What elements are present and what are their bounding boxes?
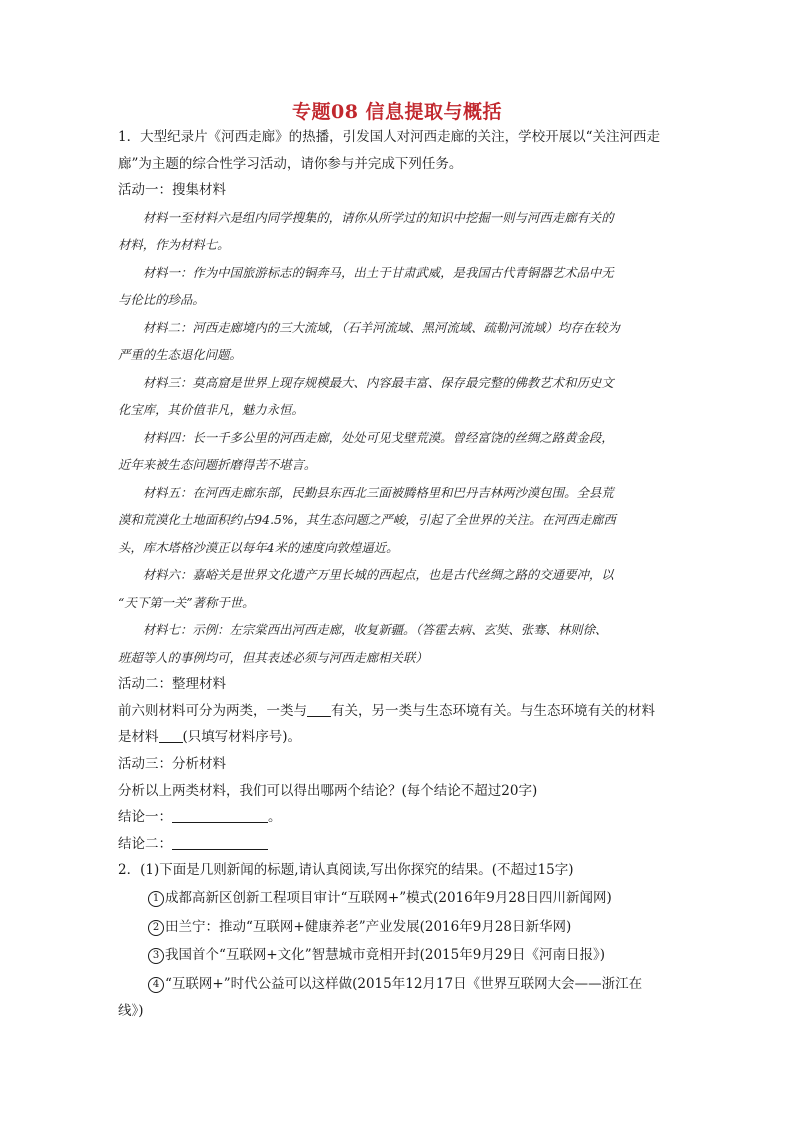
activity-heading: 活动一：搜集材料 [118, 182, 226, 199]
number-circle-icon: 1 [148, 891, 164, 907]
material-line: 材料七：示例：左宗棠西出河西走廊，收复新疆。（答霍去病、玄奘、张骞、林则徐、 [142, 622, 608, 638]
conclusion-label: 结论二： [118, 835, 172, 852]
news-item-continuation: 线》) [118, 1003, 144, 1020]
material-line: 化宝库，其价值非凡，魅力永恒。 [118, 402, 304, 418]
fill-text: 前六则材料可分为两类，一类与 [118, 702, 307, 719]
news-item [118, 884, 678, 913]
material-line: 材料五：在河西走廊东部，民勤县东西北三面被腾格里和巴丹吉林两沙漠包围。全县荒 [142, 484, 614, 500]
material-line: 材料三：莫高窟是世界上现存规模最大、内容最丰富、保存最完整的佛教艺术和历史文 [142, 374, 614, 390]
material-line: 班超等人的事例均可，但其表述必须与河西走廊相关联） [118, 649, 428, 665]
q2-intro: 2．(1)下面是几则新闻的标题,请认真阅读,写出你探究的结果。(不超过15字) [118, 862, 574, 879]
fill-in-line [118, 698, 678, 725]
material-line: 材料四：长一千多公里的河西走廊，处处可见戈壁荒漠。曾经富饶的丝绸之路黄金段， [142, 429, 614, 445]
material-line: 材料一：作为中国旅游标志的铜奔马，出土于甘肃武威，是我国古代青铜器艺术品中无 [142, 264, 614, 280]
answer-blank[interactable] [172, 807, 268, 823]
answer-blank[interactable] [159, 727, 183, 743]
fill-text: (只填写材料序号)。 [182, 729, 302, 746]
material-line: “天下第一关”著称于世。 [118, 594, 255, 610]
fill-text: 是材料 [118, 729, 159, 746]
activity-heading: 活动三：分析材料 [118, 756, 226, 773]
news-item [118, 970, 678, 999]
number-circle-icon: 3 [148, 948, 164, 964]
number-circle-icon: 2 [148, 920, 164, 936]
number-circle-icon: 4 [148, 977, 164, 993]
material-line: 与伦比的珍品。 [118, 292, 205, 308]
news-title: 田兰宁：推动“互联网+健康养老”产业发展(2016年9月28日新华网) [165, 918, 572, 935]
news-title: 我国首个“互联网+文化”智慧城市竟相开封(2015年9月29日《河南日报》) [165, 947, 606, 964]
news-title: “互联网+”时代公益可以这样做(2015年12月17日《世界互联网大会——浙江在 [165, 975, 643, 992]
conclusion-line [118, 804, 678, 831]
news-list [118, 884, 678, 1025]
fill-text: 有关，另一类与生态环境有关。与生态环境有关的材料 [331, 702, 655, 719]
answer-blank[interactable] [172, 834, 268, 850]
question-text: 分析以上两类材料，我们可以得出哪两个结论？(每个结论不超过20字) [118, 782, 538, 799]
q1-intro-line: 廊”为主题的综合性学习活动，请你参与并完成下列任务。 [118, 155, 463, 172]
document-body [118, 124, 678, 1025]
news-item [118, 941, 678, 970]
activity-heading: 活动二：整理材料 [118, 676, 226, 693]
news-title: 成都高新区创新工程项目审计“互联网+”模式(2016年9月28日四川新闻网) [165, 890, 612, 907]
conclusion-end: 。 [268, 809, 282, 826]
conclusion-label: 结论一： [118, 809, 172, 826]
material-line: 材料六：嘉峪关是世界文化遗产万里长城的西起点，也是古代丝绸之路的交通要冲，以 [142, 567, 614, 583]
materials-block [118, 204, 678, 672]
q1-intro-line: 1．大型纪录片《河西走廊》的热播，引发国人对河西走廊的关注，学校开展以“关注河西走 [118, 129, 660, 145]
answer-blank[interactable] [307, 701, 331, 717]
conclusion-line [118, 831, 678, 858]
material-line: 漠和荒漠化土地面积约占94.5%，其生态问题之严峻，引起了全世界的关注。在河西走廊西 [118, 512, 616, 528]
material-line: 近年来被生态问题折磨得苦不堪言。 [118, 457, 317, 473]
material-line: 材料一至材料六是组内同学搜集的，请你从所学过的知识中挖掘一则与河西走廊有关的 [142, 209, 614, 225]
news-item [118, 913, 678, 942]
material-line: 材料二：河西走廊境内的三大流域，（石羊河流域、黑河流域、疏勒河流域）均存在较为 [142, 319, 620, 335]
material-line: 严重的生态退化问题。 [118, 347, 242, 363]
material-line: 头，库木塔格沙漠正以每年4米的速度向敦煌逼近。 [118, 539, 399, 555]
fill-in-line [118, 724, 678, 751]
material-line: 材料，作为材料七。 [118, 237, 230, 253]
page-title: 专题08 信息提取与概括 [291, 101, 503, 123]
